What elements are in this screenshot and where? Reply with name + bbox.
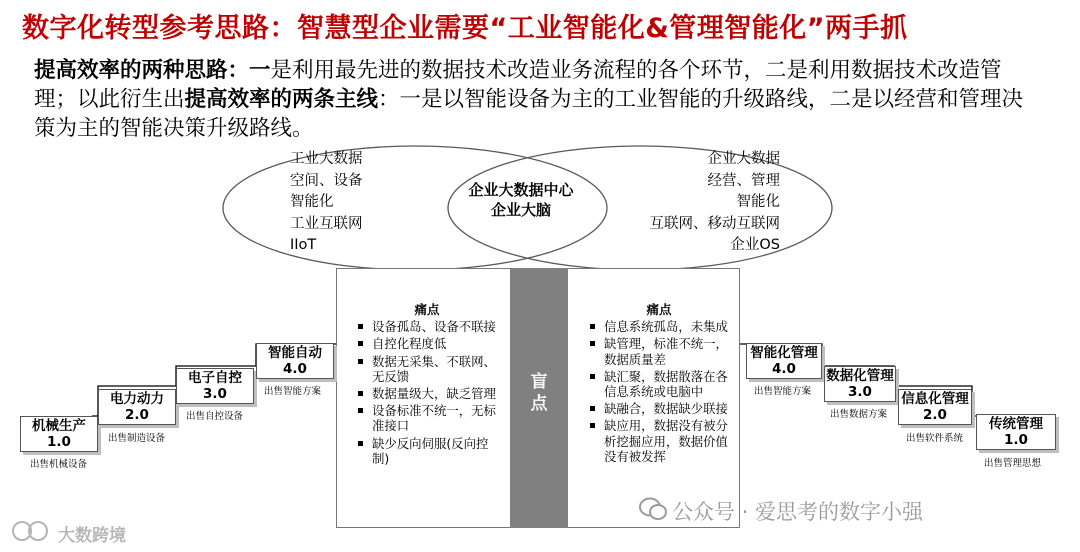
list-item: 自控化程度低 xyxy=(372,336,502,351)
venn-right-line: 企业大数据 xyxy=(707,151,780,167)
bubble-icon xyxy=(8,519,54,543)
stage-name: 数据化管理 xyxy=(826,368,894,384)
venn-center-line: 企业大脑 xyxy=(490,201,551,219)
stage-name: 电子自控 xyxy=(188,370,242,386)
stage-name: 智能化管理 xyxy=(750,345,818,361)
stage-caption: 出售数据方案 xyxy=(830,409,888,420)
stage-mechanical-1 xyxy=(20,416,98,452)
stage-caption: 出售自控设备 xyxy=(186,411,244,422)
venn-right-line: 互联网、移动互联网 xyxy=(649,215,780,232)
stage-version: 4.0 xyxy=(283,361,307,377)
stage-electronic-3 xyxy=(176,368,254,404)
list-item: 缺融合，数据缺少联接 xyxy=(604,401,734,416)
stage-caption: 出售制造设备 xyxy=(108,433,166,444)
venn-center-line: 企业大数据中心 xyxy=(468,181,574,199)
stage-version: 1.0 xyxy=(47,434,71,450)
list-item: 缺管理，标准不统一，数据质量差 xyxy=(604,336,734,366)
para-text-2: ：一是以智能设备为主的工业智能的升级路线，二是以经营和管理决策为主的智能决策升级路线。 xyxy=(34,87,1024,141)
stage-name: 机械生产 xyxy=(32,418,86,434)
venn-right-line: 企业OS xyxy=(730,237,780,253)
list-item: 数据量级大，缺乏管理 xyxy=(372,386,502,401)
stage-caption: 出售软件系统 xyxy=(906,433,964,444)
stage-info-mgmt-2 xyxy=(898,389,972,425)
pain-heading: 痛点 xyxy=(646,302,672,317)
stage-version: 3.0 xyxy=(203,386,227,402)
para-text-1: 是利用最先进的数据技术改造业务流程的各个环节，二是利用数据技术改造管理；以此衍生出 xyxy=(34,58,1002,112)
stage-smart-4 xyxy=(256,343,334,379)
venn-right-line: 经营、管理 xyxy=(707,172,780,189)
stage-version: 1.0 xyxy=(1004,432,1028,448)
list-item: 缺应用，数据没有被分析挖掘应用，数据价值没有被发挥 xyxy=(604,418,734,464)
para-bold-1: 提高效率的两种思路：一 xyxy=(34,58,271,83)
blind-spot-label: 盲点 xyxy=(530,372,548,414)
stage-version: 3.0 xyxy=(848,384,872,400)
stage-caption: 出售管理思想 xyxy=(984,458,1042,469)
pain-heading: 痛点 xyxy=(414,302,440,317)
watermark-right: 公众号 · 爱思考的数字小强 xyxy=(672,500,924,524)
venn-right-line: 智能化 xyxy=(736,194,780,210)
venn-left-line: IIoT xyxy=(290,237,317,253)
list-item: 信息系统孤岛，未集成 xyxy=(604,319,734,334)
list-item: 设备标准不统一，无标准接口 xyxy=(372,403,502,433)
stage-version: 4.0 xyxy=(772,361,796,377)
venn-left-line: 智能化 xyxy=(290,194,334,210)
stage-name: 智能自动 xyxy=(268,345,322,361)
stage-caption: 出售智能方案 xyxy=(754,386,812,397)
venn-left-line: 空间、设备 xyxy=(290,172,363,189)
watermark-left: 大数跨境 xyxy=(58,526,126,546)
venn-left-line: 工业互联网 xyxy=(290,215,363,232)
stage-data-mgmt-3 xyxy=(824,366,896,402)
venn-left-line: 工业大数据 xyxy=(290,151,363,167)
stage-name: 信息化管理 xyxy=(901,391,969,407)
stage-caption: 出售智能方案 xyxy=(264,386,322,397)
stage-traditional-mgmt-1 xyxy=(976,414,1056,450)
stage-version: 2.0 xyxy=(125,407,149,423)
stage-electric-2 xyxy=(98,389,176,425)
list-item: 数据无采集、不联网、无反馈 xyxy=(372,354,502,384)
watermark-logo-left xyxy=(8,519,54,547)
list-item: 设备孤岛、设备不联接 xyxy=(372,319,502,334)
list-item: 缺汇聚，数据散落在各信息系统或电脑中 xyxy=(604,369,734,399)
stage-name: 电力动力 xyxy=(110,391,164,407)
stage-caption: 出售机械设备 xyxy=(30,459,88,470)
para-bold-2: 提高效率的两条主线 xyxy=(184,87,379,112)
stage-name: 传统管理 xyxy=(989,416,1043,432)
page-title: 数字化转型参考思路：智慧型企业需要“工业智能化&管理智能化”两手抓 xyxy=(22,13,908,44)
stage-smart-mgmt-4 xyxy=(746,343,822,379)
list-item: 缺少反向伺服(反向控制) xyxy=(372,436,502,466)
stage-version: 2.0 xyxy=(923,407,947,423)
wechat-icon xyxy=(638,496,668,526)
